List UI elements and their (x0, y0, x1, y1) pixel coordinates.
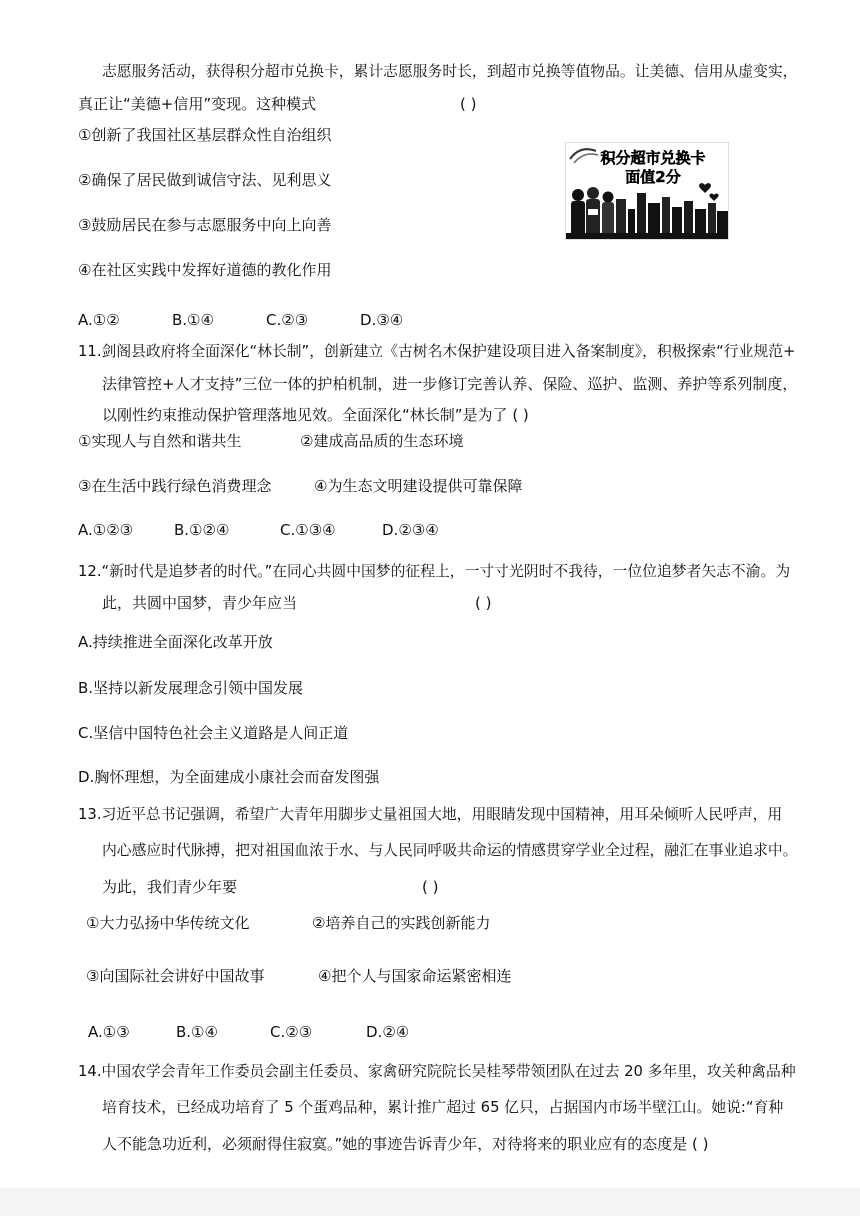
q13-option-b: B.①④ (176, 1023, 218, 1041)
q13-option-d: D.②④ (366, 1023, 410, 1041)
q11-statement-3: ③在生活中践行绿色消费理念 (78, 477, 272, 495)
q11-option-b: B.①②④ (174, 521, 230, 539)
q12-choice-c: C.坚信中国特色社会主义道路是人间正道 (78, 724, 349, 742)
q11-option-c: C.①③④ (280, 521, 336, 539)
q10-stem-line2: 真正让“美德+信用”变现。这种模式 (78, 95, 317, 113)
q11-stem-line2: 法律管控+人才支持”三位一体的护柏机制，进一步修订完善认养、保险、巡护、监测、养护等系列制度， (102, 375, 798, 393)
q11-stem-line3: 以刚性约束推动保护管理落地见效。全面深化“林长制”是为了 ( ) (102, 406, 529, 424)
q13-option-c: C.②③ (270, 1023, 313, 1041)
q10-option-c: C.②③ (266, 311, 309, 329)
points-card-title-line1: 积分超市兑换卡 (600, 149, 706, 167)
q13-answer-bracket: ( ) (422, 878, 439, 896)
q11-stem-line1: 11.剑阁县政府将全面深化“林长制”，创新建立《古树名木保护建设项目进入备案制度》，积极探索“行业规范+ (78, 343, 796, 360)
q12-stem-line2: 此，共圆中国梦，青少年应当 (102, 594, 298, 612)
q10-stem-line1: 志愿服务活动，获得积分超市兑换卡，累计志愿服务时长，到超市兑换等值物品。让美德、信用从虚变实， (102, 63, 798, 80)
q10-statement-3: ③鼓励居民在参与志愿服务中向上向善 (78, 216, 332, 234)
q10-answer-bracket: ( ) (460, 95, 477, 113)
q13-statement-2: ②培养自己的实践创新能力 (312, 914, 491, 932)
q13-options (88, 1022, 409, 1042)
q11-options (78, 520, 439, 540)
q14-stem-line2: 培育技术，已经成功培育了 5 个蛋鸡品种，累计推广超过 65 亿只，占据国内市场半壁江山。她说:“育种 (102, 1099, 784, 1116)
q11-statement-2: ②建成高品质的生态环境 (300, 432, 464, 450)
q12-choice-d: D.胸怀理想，为全面建成小康社会而奋发图强 (78, 768, 380, 786)
q10-option-b: B.①④ (172, 311, 214, 329)
q11-option-a: A.①②③ (78, 521, 134, 539)
q13-statement-3: ③向国际社会讲好中国故事 (86, 967, 265, 985)
q13-statement-1: ①大力弘扬中华传统文化 (86, 914, 250, 932)
q10-options (78, 310, 403, 330)
q13-stem-line2: 内心感应时代脉搏，把对祖国血浓于水、与人民同呼吸共命运的情感贯穿学业全过程，融汇在事业追求中。 (102, 842, 798, 859)
q10-statement-2: ②确保了居民做到诚信守法、见利思义 (78, 171, 332, 189)
q13-stem-line1: 13.习近平总书记强调，希望广大青年用脚步丈量祖国大地，用眼睛发现中国精神，用耳朵倾听人民呼声，用 (78, 806, 783, 823)
q13-stem-line3: 为此，我们青少年要 (102, 878, 238, 896)
q14-stem-line3: 人不能急功近利，必须耐得住寂寞。”她的事迹告诉青少年，对待将来的职业应有的态度是 ( ) (102, 1135, 709, 1153)
q13-option-a: A.①③ (88, 1023, 130, 1041)
q10-option-a: A.①② (78, 311, 120, 329)
q13-statement-4: ④把个人与国家命运紧密相连 (318, 967, 512, 985)
q12-choice-b: B.坚持以新发展理念引领中国发展 (78, 679, 304, 697)
q10-option-d: D.③④ (360, 311, 404, 329)
page-bottom-band (0, 1188, 860, 1216)
points-card-image (565, 142, 729, 240)
q10-statement-4: ④在社区实践中发挥好道德的教化作用 (78, 261, 332, 279)
q11-statement-4: ④为生态文明建设提供可靠保障 (314, 477, 523, 495)
q12-answer-bracket: ( ) (475, 594, 492, 612)
q11-option-d: D.②③④ (382, 521, 439, 539)
points-card-title (588, 149, 718, 187)
points-card-title-line2: 面值2分 (625, 168, 681, 186)
q11-statement-1: ①实现人与自然和谐共生 (78, 432, 242, 450)
q10-statement-1: ①创新了我国社区基层群众性自治组织 (78, 126, 332, 144)
q12-choice-a: A.持续推进全面深化改革开放 (78, 633, 273, 651)
q14-stem-line1: 14.中国农学会青年工作委员会副主任委员、家禽研究院院长吴桂琴带领团队在过去 20 多年里，攻关种禽品种 (78, 1063, 796, 1080)
q12-stem-line1: 12.“新时代是追梦者的时代。”在同心共圆中国梦的征程上，一寸寸光阴时不我待，一位位追梦者矢志不渝。为 (78, 563, 791, 580)
